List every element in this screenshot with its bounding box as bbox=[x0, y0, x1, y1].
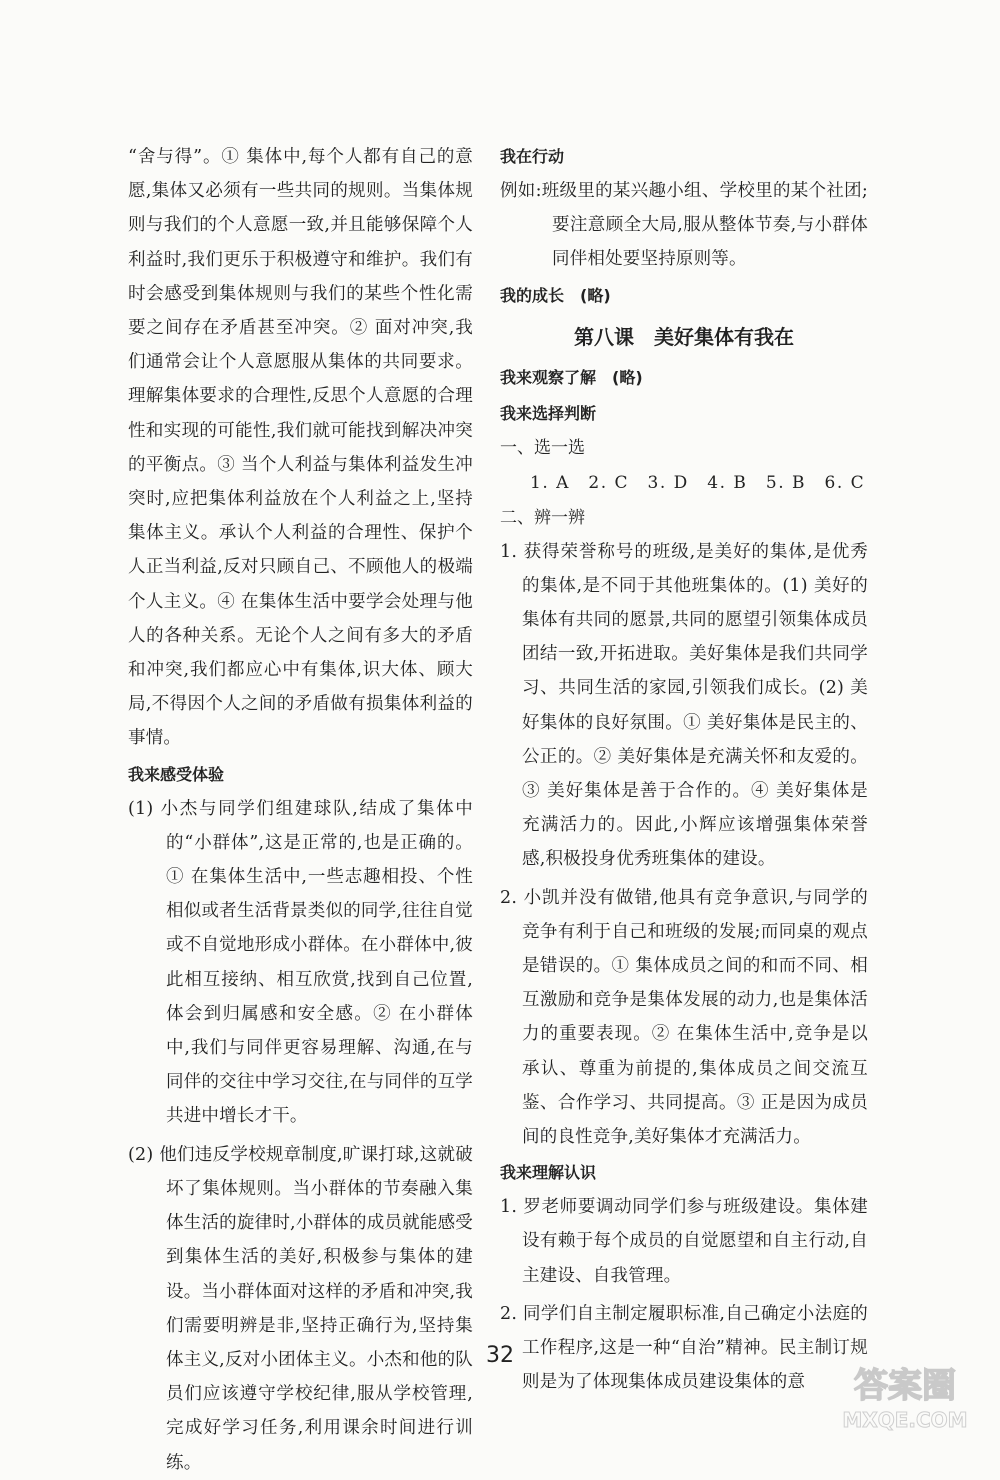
intro-paragraph: “舍与得”。① 集体中,每个人都有自己的意愿,集体又必须有一些共同的规则。当集体规则与我们的个人意愿一致,并且能够保障个人利益时,我们更乐于积极遵守和维护。我们有时会感受到集体规则与我们的某些个性化需要之间存在矛盾甚至冲突。② 面对冲突,我们通常会让个人意愿服从集体的共同要求。理解集体要求的合理性,反思个人意愿的合理性和实现的可能性,我们就可能找到解决冲突的平衡点。③ 当个人利益与集体利益发生冲突时,应把集体利益放在个人利益之上,坚持集体主义。承认个人利益的合理性、保护个人正当利益,反对只顾自己、不顾他人的极端个人主义。④ 在集体生活中要学会处理与他人的各种关系。无论个人之间有多大的矛盾和冲突,我们都应心中有集体,识大体、顾大局,不得因个人之间的矛盾做有损集体利益的事情。 bbox=[128, 147, 473, 749]
section-heading-observe: 我来观察了解 (略) bbox=[500, 367, 643, 387]
judge-item-2: 2. 小凯并没有做错,他具有竞争意识,与同学的竞争有利于自己和班级的发展;而同桌的观点是错误的。① 集体成员之间的和而不同、相互激励和竞争是集体发展的动力,也是集体活力的重要表现。② 在集体生活中,竞争是以承认、尊重为前提的,集体成员之间交流互鉴、合作学习、共同提高。③ 正是因为成员间的良性竞争,美好集体才充满活力。 bbox=[500, 887, 868, 1148]
section-heading-understand: 我来理解认识 bbox=[500, 1163, 597, 1183]
subheading-choose: 一、选一选 bbox=[500, 437, 585, 458]
svg-text:答案圈: 答案圈 bbox=[854, 1366, 956, 1406]
page-number: 32 bbox=[486, 1343, 514, 1368]
section-heading-experience: 我来感受体验 bbox=[128, 764, 225, 784]
judge-item-1: 1. 获得荣誉称号的班级,是美好的集体,是优秀的集体,是不同于其他班集体的。(1) 美好的集体有共同的愿景,共同的愿望引领集体成员团结一致,开拓进取。美好集体是我们共同学习、共同生活的家园,引领我们成长。(2) 美好集体的良好氛围。① 美好集体是民主的、公正的。② 美好集体是充满关怀和友爱的。③ 美好集体是善于合作的。④ 美好集体是充满活力的。因此,小辉应该增强集体荣誉感,积极投身优秀班集体的建设。 bbox=[500, 541, 868, 870]
subheading-judge: 二、辨一辨 bbox=[500, 507, 585, 528]
right-column bbox=[500, 140, 868, 1399]
section-heading-choose: 我来选择判断 bbox=[500, 403, 597, 423]
lesson-title: 第八课 美好集体有我在 bbox=[574, 324, 794, 349]
section-heading-action: 我在行动 bbox=[500, 147, 565, 166]
left-column bbox=[128, 140, 473, 1480]
experience-item-1: (1) 小杰与同学们组建球队,结成了集体中的“小群体”,这是正常的,也是正确的。① 在集体生活中,一些志趣相投、个性相似或者生活背景类似的同学,往往自觉或不自觉地形成小群体。在小群体中,彼此相互接纳、相互欣赏,找到自己位置,体会到归属感和安全感。② 在小群体中,我们与同伴更容易理解、沟通,在与同伴的交往中学习交往,在与同伴的互学共进中增长才干。 bbox=[128, 798, 473, 1127]
understand-item-2: 2. 同学们自主制定履职标准,自己确定小法庭的工作程序,这是一种“自治”精神。民主制订规则是为了体现集体成员建设集体的意 bbox=[500, 1303, 868, 1393]
experience-item-2: (2) 他们违反学校规章制度,旷课打球,这就破坏了集体规则。当小群体的节奏融入集体生活的旋律时,小群体的成员就能感受到集体生活的美好,积极参与集体的建设。当小群体面对这样的矛盾和冲突,我们需要明辨是非,坚持正确行为,坚持集体主义,反对小团体主义。小杰和他的队员们应该遵守学校纪律,服从学校管理,完成好学习任务,利用课余时间进行训练。 bbox=[128, 1144, 473, 1473]
section-heading-growth: 我的成长 (略) bbox=[500, 285, 611, 305]
svg-text:MXQE.COM: MXQE.COM bbox=[842, 1408, 968, 1432]
watermark-logo bbox=[820, 1355, 990, 1435]
understand-item-1: 1. 罗老师要调动同学们参与班级建设。集体建设有赖于每个成员的自觉愿望和自主行动,自主建设、自我管理。 bbox=[500, 1197, 868, 1286]
action-text: 例如:班级里的某兴趣小组、学校里的某个社团;要注意顾全大局,服从整体节奏,与小群体同伴相处要坚持原则等。 bbox=[500, 181, 868, 270]
choice-answers: 1. A 2. C 3. D 4. B 5. B 6. C bbox=[530, 472, 866, 493]
